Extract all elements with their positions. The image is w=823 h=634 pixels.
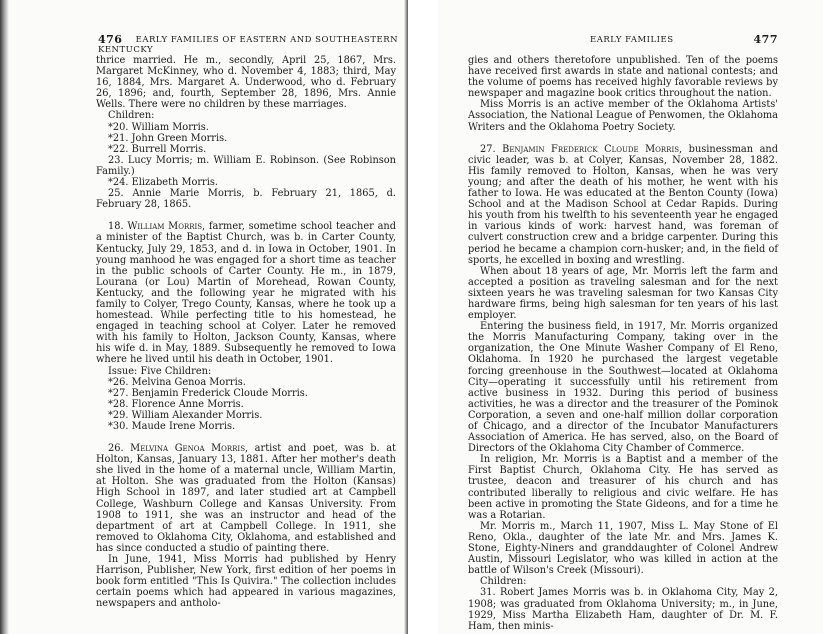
- running-head: EARLY FAMILIES: [590, 35, 674, 45]
- list-item: *20. William Morris.: [108, 121, 209, 133]
- paragraph: In religion, Mr. Morris is a Baptist and a member of the First Baptist Church, Oklahoma City. He has served as trustee, deacon and treasurer of his church and has contributed liberally to religious and civic welfare. He has been active in promoting the State Gideons, and for a time he was a Rotarian.: [468, 454, 778, 521]
- children-list: [96, 122, 396, 211]
- entry-text: businessman and civic leader, was b. at Colyer, Kansas, November 28, 1882. His family removed to Holton, Kansas, when he was very young; and after the death of his mother, he went with his father to Iowa. He was educated at the Benton County (Iowa) School and at the Madison School at Cedar Rapids. During his youth from his twelfth to his seventeenth year he engaged in various kinds of work: harvest hand, was foreman of culvert construction crew and a bridge carpenter. During this period he became a champion corn-husker; and, in the field of sports, he excelled in boxing and wrestling.: [468, 143, 779, 266]
- list-item: *26. Melvina Genoa Morris.: [108, 376, 246, 388]
- paragraph-entry-18: [96, 221, 396, 365]
- entry-text: artist and poet, was b. at Holton, Kansas, January 13, 1881. After her mother's death she lived in the home of a maternal uncle, William Martin, at Holton. She was graduated from the Holton (Kansas) High School in 1897, and later studied art at Campbell College, Washburn College and Kansas University. From 1908 to 1911, she was an instructor and head of the department of art at Campbell College. In 1911, she removed to Oklahoma City, Oklahoma, and established and has since conducted a studio of painting there.: [96, 443, 396, 554]
- paragraph: gies and others theretofore unpublished. Ten of the poems have received first awards in state and national contests; and the volume of poems has received highly favorable reviews by newspaper and magazine book critics throughout the nation.: [468, 55, 778, 100]
- list-item: *22. Burrell Morris.: [108, 143, 207, 155]
- page-number: 477: [753, 33, 778, 46]
- paragraph: Miss Morris is an active member of the Oklahoma Artists' Association, the National League of Penwomen, the Oklahoma Writers and the Oklahoma Poetry Society.: [468, 99, 778, 133]
- left-page: [0, 0, 408, 634]
- paragraph: 31. Robert James Morris was b. in Oklahoma City, May 2, 1908; was graduated from Oklahoma University; m., in June, 1929, Miss Martha Elizabeth Ham, daughter of Dr. M. F. Ham, then minis-: [468, 587, 778, 632]
- paragraph-entry-27: [468, 144, 778, 266]
- paragraph: When about 18 years of age, Mr. Morris left the farm and accepted a position as traveling salesman and for the next sixteen years he was traveling salesman for two Kansas City hardware firms, being high salesman for ten years of his last employer.: [468, 265, 778, 322]
- paragraph: In June, 1941, Miss Morris had published by Henry Harrison, Publisher, New York, first edition of her poems in book form entitled "This Is Quivira." The collection includes certain poems which had appeared in various magazines, newspapers and antholo-: [96, 554, 396, 610]
- list-item: *29. William Alexander Morris.: [108, 409, 263, 421]
- list-item: *24. Elizabeth Morris.: [108, 177, 219, 189]
- entry-name: 26. Melvina Genoa Morris,: [108, 443, 249, 455]
- children-heading: Children:: [108, 110, 155, 122]
- paragraph: Mr. Morris m., March 11, 1907, Miss L. May Stone of El Reno, Okla., daughter of the late Mr. and Mrs. James K. Stone, Eighty-Niners and granddaughter of Colonel Andrew Austin, Missouri Legislator, who was killed in action at the battle of Wilson's Creek (Missouri).: [468, 520, 778, 577]
- page-number: 476: [98, 33, 123, 46]
- paragraph: thrice married. He m., secondly, April 25, 1867, Mrs. Margaret McKinney, who d. November 4, 1883; third, May 16, 1884, Mrs. Margaret A. Underwood, who d. February 26, 1896; and, fourth, September 28, 1896, Mrs. Annie Wells. There were no children by these marriages.: [96, 55, 396, 111]
- paragraph-entry-26: [96, 443, 396, 554]
- left-text-column: [96, 55, 396, 610]
- entry-text: farmer, sometime school teacher and a minister of the Baptist Church, was b. in Carter County, Kentucky, July 29, 1853, and d. in Iowa in October, 1901. In young manhood he was engaged for a short time as teacher in the public schools of Carter County. He m., in 1879, Lourana (or Lou) Martin of Morehead, Rowan County, Kentucky, and the following year he migrated with his family to Colyer, Trego County, Kansas, where he took up a homestead. While perfecting title to his homestead, he engaged in teaching school at Colyer. Later he removed with his family to Holton, Jackson County, Kansas, where his wife d. in May, 1889. Subsequently he removed to Iowa where he lived until his death in October, 1901.: [96, 221, 396, 366]
- page-shadow: [0, 0, 9, 634]
- issue-heading: Issue: Five Children:: [108, 365, 212, 377]
- list-item: *21. John Green Morris.: [108, 132, 228, 144]
- list-item: *30. Maude Irene Morris.: [108, 421, 236, 432]
- right-page: [438, 0, 823, 634]
- entry-name: 18. William Morris,: [108, 221, 206, 233]
- list-item: 25. Annie Marie Morris, b. February 21, 1865, d. February 28, 1865.: [96, 188, 396, 211]
- gutter: [408, 0, 438, 634]
- list-item: *28. Florence Anne Morris.: [108, 398, 244, 410]
- paragraph: Entering the business field, in 1917, Mr. Morris organized the Morris Manufacturing Company, taking over in the organization, the One Minute Washer Company of El Reno, Oklahoma. In 1920 he purchased the largest vegetable forcing greenhouse in the Southwest—located at Oklahoma City—operating it successfully until his retirement from active business in 1932. During this period of business activities, he was a director and the treasurer of the Pominok Corporation, a seven and one-half million dollar corporation of Chicago, and a director of the Incubator Manufacturers Association of America. He has served, also, on the Board of Directors of the Oklahoma City Chamber of Commerce.: [468, 321, 778, 455]
- children-list: [96, 377, 396, 432]
- children-heading: Children:: [480, 576, 527, 588]
- list-item: *27. Benjamin Frederick Cloude Morris.: [108, 387, 308, 399]
- left-page-header: [98, 33, 400, 55]
- entry-name: 27. Benjamin Frederick Cloude Morris,: [480, 143, 683, 155]
- running-head: EARLY FAMILIES OF EASTERN AND SOUTHEASTERN KENTUCKY: [98, 35, 399, 55]
- right-text-column: [468, 55, 778, 632]
- list-item: 23. Lucy Morris; m. William E. Robinson. (See Robinson Family.): [96, 154, 396, 177]
- right-page-header: [468, 33, 778, 47]
